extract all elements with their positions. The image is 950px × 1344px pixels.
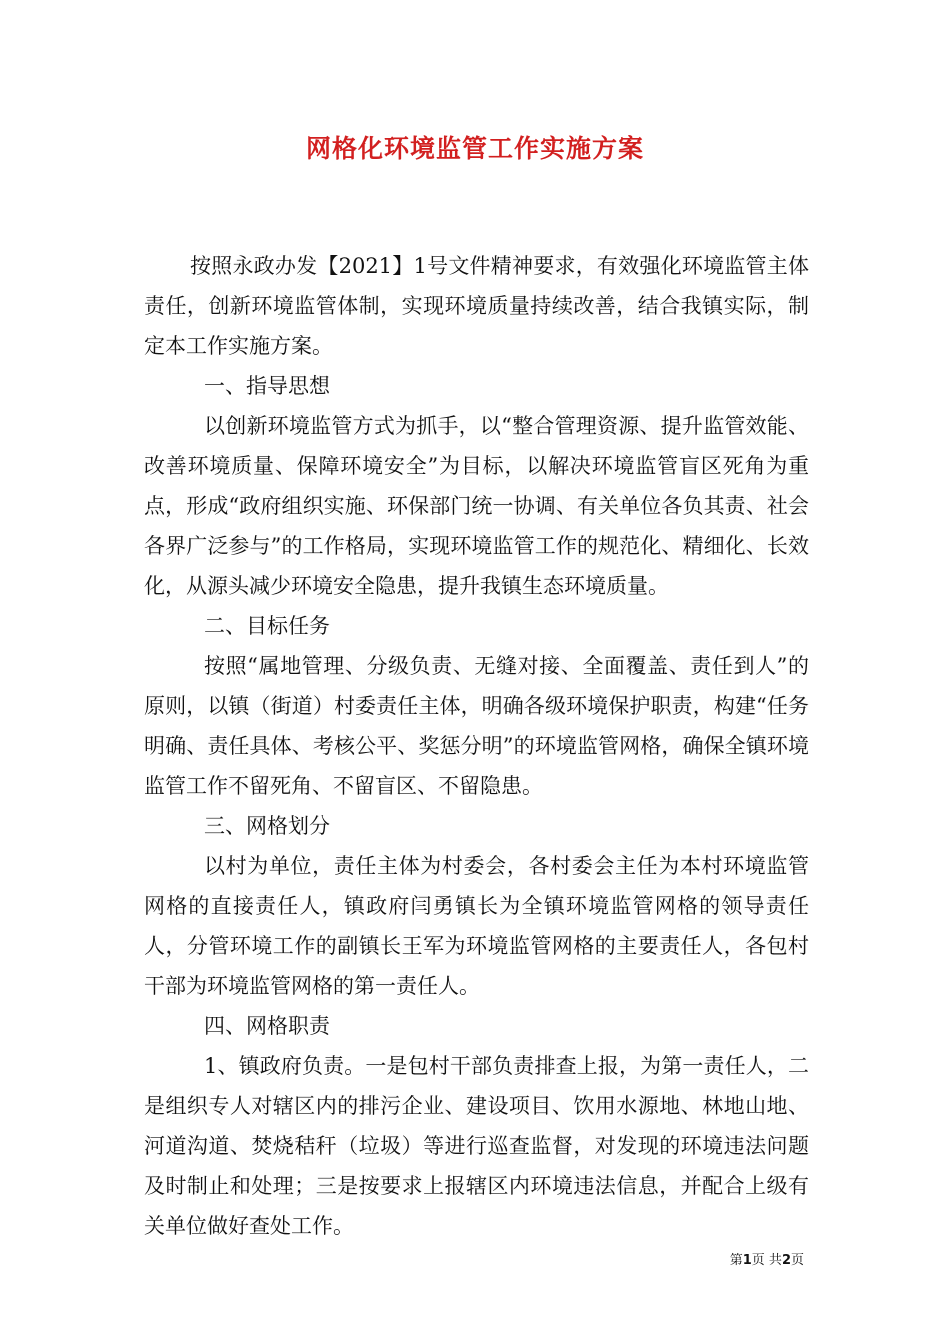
section-heading-grid-duties: 四、网格职责 — [204, 1014, 330, 1038]
footer-suffix: 页 — [790, 1253, 804, 1268]
section-heading-guiding-ideology: 一、指导思想 — [204, 374, 330, 398]
section-heading-grid-division: 三、网格划分 — [204, 814, 330, 838]
paragraph-grid-duties: 1、镇政府负责。一是包村干部负责排查上报，为第一责任人，二是组织专人对辖区内的排污企业、建设项目、饮用水源地、林地山地、河道沟道、焚烧秸秆（垃圾）等进行巡查监督，对发现的环境违法问题及时制止和处理；三是按要求上报辖区内环境违法信息，并配合上级有关单位做好查处工作。 — [144, 1054, 809, 1238]
paragraph-grid-division: 以村为单位，责任主体为村委会，各村委会主任为本村环境监管网格的直接责任人，镇政府闫勇镇长为全镇环境监管网格的领导责任人，分管环境工作的副镇长王军为环境监管网格的主要责任人，各包村干部为环境监管网格的第一责任人。 — [144, 854, 809, 998]
footer-prefix: 第 — [729, 1253, 743, 1268]
footer-current-page: 1 — [742, 1253, 752, 1268]
document-title: 网格化环境监管工作实施方案 — [305, 134, 644, 163]
paragraph-guiding-ideology: 以创新环境监管方式为抓手，以“整合管理资源、提升监管效能、改善环境质量、保障环境安全”为目标，以解决环境监管盲区死角为重点，形成“政府组织实施、环保部门统一协调、有关单位各负其责、社会各界广泛参与”的工作格局，实现环境监管工作的规范化、精细化、长效化，从源头减少环境安全隐患，提升我镇生态环境质量。 — [144, 414, 809, 598]
paragraph-goals: 按照“属地管理、分级负责、无缝对接、全面覆盖、责任到人”的原则，以镇（街道）村委责任主体，明确各级环境保护职责，构建“任务明确、责任具体、考核公平、奖惩分明”的环境监管网格，确保全镇环境监管工作不留死角、不留盲区、不留隐患。 — [144, 654, 809, 798]
document-body — [144, 246, 809, 1246]
page-footer — [730, 1249, 804, 1268]
intro-paragraph: 按照永政办发【2021】1号文件精神要求，有效强化环境监管主体责任，创新环境监管体制，实现环境质量持续改善，结合我镇实际，制定本工作实施方案。 — [144, 254, 809, 358]
section-heading-goals: 二、目标任务 — [204, 614, 330, 638]
footer-middle: 页 共 — [751, 1253, 782, 1268]
footer-total-pages: 2 — [781, 1253, 791, 1268]
